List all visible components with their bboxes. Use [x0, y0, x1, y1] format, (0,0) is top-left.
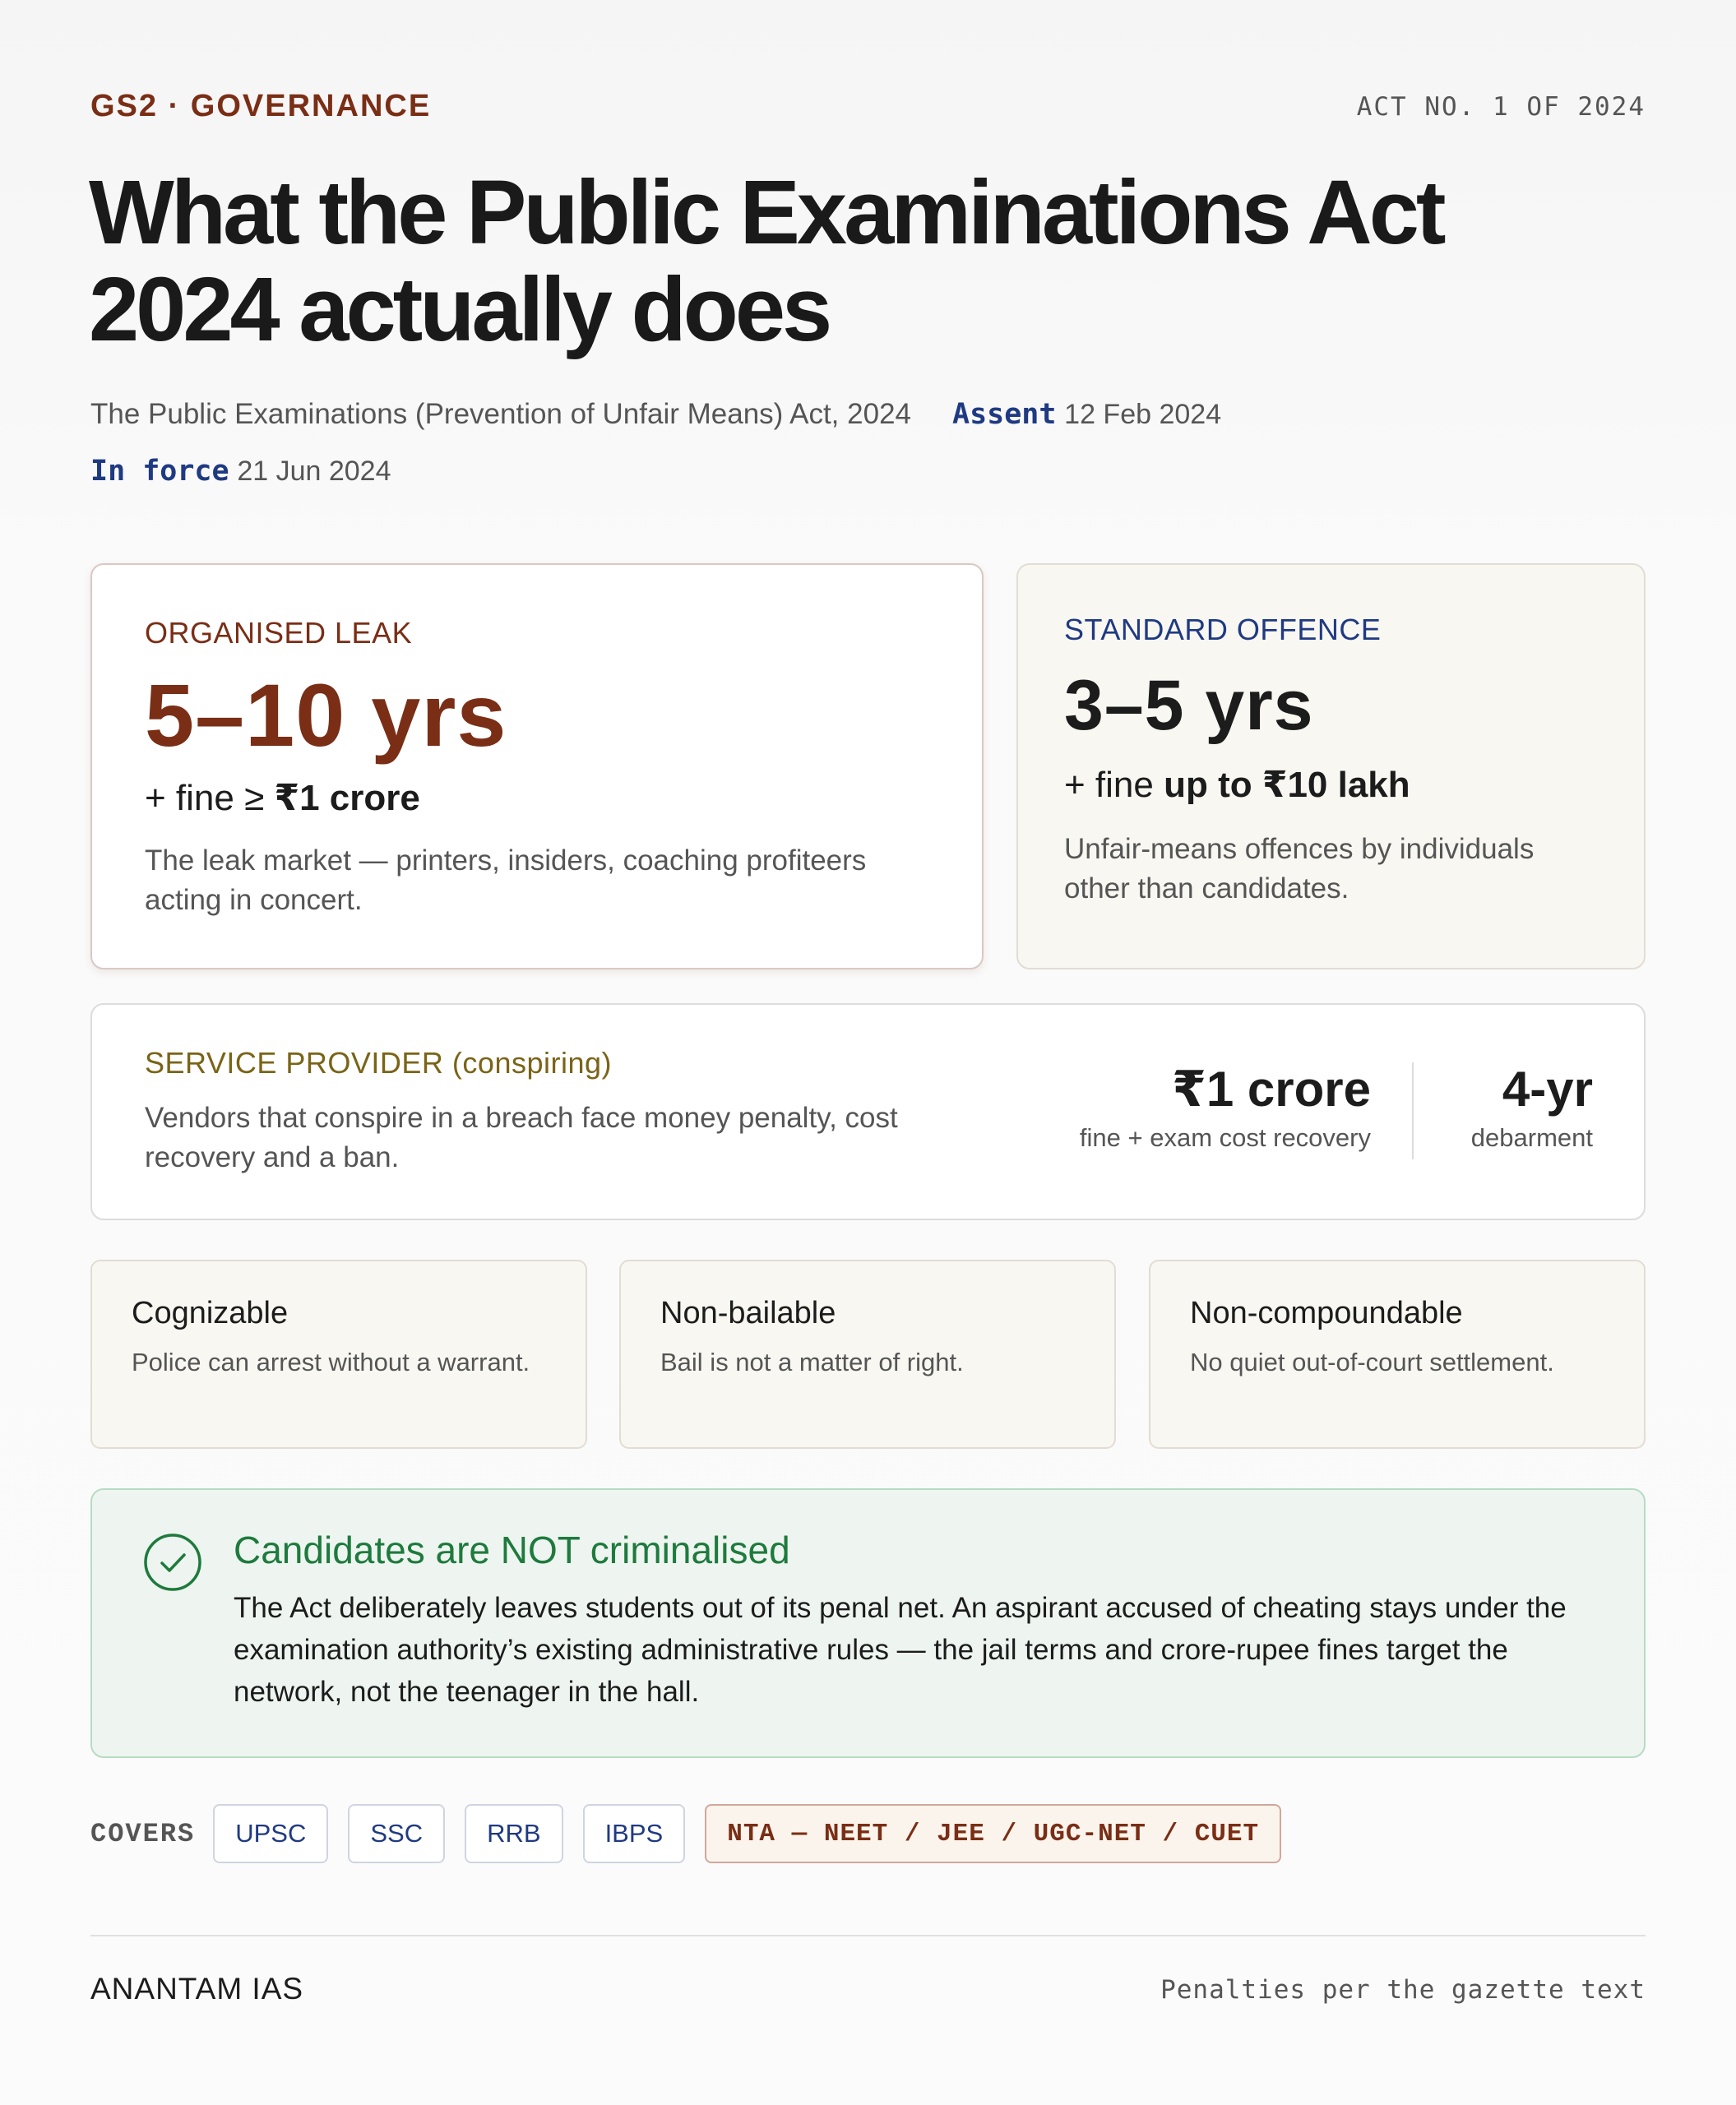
candidates-callout [90, 1488, 1646, 1758]
standard-offence-term: 3–5 yrs [1064, 666, 1314, 745]
callout-title: Candidates are NOT criminalised [234, 1529, 790, 1571]
organised-leak-caption: ORGANISED LEAK [145, 616, 413, 650]
act-meta-line [90, 398, 1221, 431]
fine-value: ₹1 crore [274, 778, 420, 818]
debarment-stat [1471, 1061, 1593, 1153]
standard-offence-caption: STANDARD OFFENCE [1064, 613, 1382, 646]
chip-ibps: IBPS [583, 1804, 686, 1863]
attribute-description: No quiet out-of-court settlement. [1190, 1348, 1554, 1376]
callout-body: The Act deliberately leaves students out of its penal net. An aspirant accused of cheating stays under the examination authority’s existing administrative rules — the jail terms and crore-rupee fines target the network, not the teenager in the hall. [234, 1592, 1567, 1708]
attribute-card-non-bailable [619, 1260, 1116, 1449]
attribute-title: Cognizable [132, 1296, 289, 1330]
organised-leak-description: The leak market — printers, insiders, coaching profiteers acting in concert. [145, 844, 867, 916]
chip-ssc: SSC [348, 1804, 445, 1863]
act-full-name: The Public Examinations (Prevention of Unfair Means) Act, 2024 [90, 398, 911, 430]
attribute-description: Police can arrest without a warrant. [132, 1348, 530, 1376]
standard-offence-card [1016, 563, 1646, 969]
service-provider-card [90, 1003, 1646, 1220]
debarment-stat-value: 4-yr [1502, 1062, 1593, 1117]
footer-note: Penalties per the gazette text [1160, 1975, 1646, 2005]
act-number: ACT NO. 1 OF 2024 [1356, 92, 1646, 122]
in-force-date: 21 Jun 2024 [237, 456, 391, 487]
attribute-title: Non-compoundable [1190, 1296, 1463, 1330]
attribute-card-cognizable [90, 1260, 587, 1449]
organised-leak-card [90, 563, 984, 969]
fine-value: up to ₹10 lakh [1164, 765, 1410, 805]
chip-upsc: UPSC [213, 1804, 328, 1863]
stat-divider [1412, 1062, 1414, 1159]
footer-divider [90, 1935, 1646, 1936]
top-bar [90, 89, 1646, 130]
debarment-stat-label: debarment [1470, 1123, 1593, 1152]
assent-label: Assent [952, 398, 1057, 431]
fine-prefix: + fine [1064, 765, 1164, 805]
fine-stat-label: fine + exam cost recovery [1079, 1123, 1371, 1152]
brand-name: ANANTAM IAS [90, 1972, 304, 2006]
service-provider-caption: SERVICE PROVIDER (conspiring) [145, 1046, 612, 1080]
chip-rrb: RRB [465, 1804, 562, 1863]
service-provider-description: Vendors that conspire in a breach face money penalty, cost recovery and a ban. [145, 1102, 898, 1173]
covers-label: COVERS [90, 1818, 196, 1849]
organised-leak-fine [145, 777, 420, 819]
standard-offence-fine [1064, 764, 1410, 806]
fine-prefix: + fine ≥ [145, 778, 275, 818]
section-kicker: GS2 · GOVERNANCE [90, 89, 432, 123]
standard-offence-description: Unfair-means offences by individuals other than candidates. [1064, 833, 1535, 904]
assent-date: 12 Feb 2024 [1064, 399, 1222, 430]
fine-stat-value: ₹1 crore [1172, 1062, 1371, 1117]
attribute-card-non-compoundable [1149, 1260, 1646, 1449]
attribute-description: Bail is not a matter of right. [660, 1348, 964, 1376]
check-circle-icon [143, 1533, 202, 1592]
chip-nta: NTA — NEET / JEE / UGC-NET / CUET [705, 1804, 1281, 1863]
in-force-line [90, 455, 391, 488]
page-title: What the Public Examinations Act 2024 actually does [89, 162, 1443, 360]
organised-leak-term: 5–10 yrs [145, 665, 507, 765]
in-force-label: In force [90, 455, 229, 488]
fine-stat [1080, 1061, 1371, 1153]
covers-row [90, 1803, 1301, 1864]
attribute-title: Non-bailable [660, 1296, 836, 1330]
